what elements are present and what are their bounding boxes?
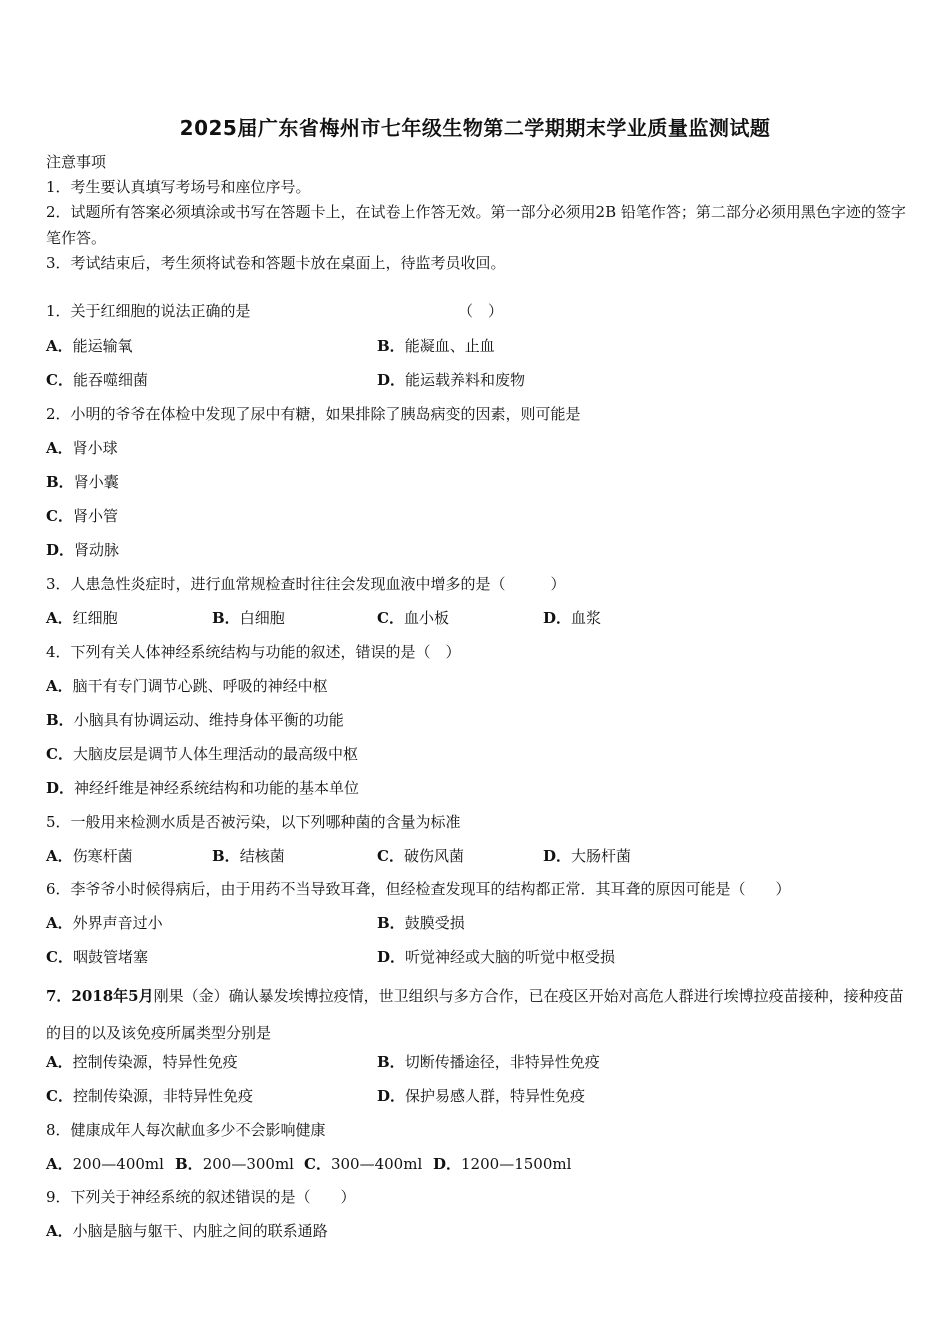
notice-item: 3．考试结束后，考生须将试卷和答题卡放在桌面上，待监考员收回。	[46, 254, 506, 272]
option-b: B．小脑具有协调运动、维持身体平衡的功能	[46, 711, 344, 729]
question-stem: 8．健康成年人每次献血多少不会影响健康	[46, 1121, 326, 1139]
question-stem: 4．下列有关人体神经系统结构与功能的叙述，错误的是（ ）	[46, 643, 461, 661]
option-a: A．能运输氧	[46, 337, 133, 355]
option-d: D．听觉神经或大脑的听觉中枢受损	[377, 948, 616, 966]
question-stem: 5．一般用来检测水质是否被污染，以下列哪种菌的含量为标准	[46, 813, 461, 831]
option-d: D．肾动脉	[46, 541, 120, 559]
option-a: A．小脑是脑与躯干、内脏之间的联系通路	[46, 1222, 328, 1240]
notice-item: 1．考生要认真填写考场号和座位序号。	[46, 178, 311, 196]
option-a: A．外界声音过小	[46, 914, 163, 932]
option-c: C．血小板	[377, 609, 449, 627]
option-b: B．鼓膜受损	[377, 914, 465, 932]
option-c: C．大脑皮层是调节人体生理活动的最高级中枢	[46, 745, 358, 763]
option-d: D．神经纤维是神经系统结构和功能的基本单位	[46, 779, 360, 797]
option-b: B．能凝血、止血	[377, 337, 495, 355]
option-b: B．肾小囊	[46, 473, 119, 491]
option-a: A．脑干有专门调节心跳、呼吸的神经中枢	[46, 677, 328, 695]
option-c: C．咽鼓管堵塞	[46, 948, 148, 966]
option-d: D．保护易感人群，特异性免疫	[377, 1087, 586, 1105]
option-a: A．200—400ml	[46, 1155, 164, 1173]
option-d: D．1200—1500ml	[433, 1155, 572, 1173]
option-a: A．伤寒杆菌	[46, 847, 133, 865]
option-b: B．200—300ml	[175, 1155, 294, 1173]
option-c: C．破伤风菌	[377, 847, 464, 865]
answer-paren: （ ）	[458, 302, 504, 320]
option-c: C．控制传染源，非特异性免疫	[46, 1087, 253, 1105]
question-stem: 1．关于红细胞的说法正确的是	[46, 302, 251, 320]
notice-heading: 注意事项	[46, 153, 107, 171]
notice-item: 2．试题所有答案必须填涂或书写在答题卡上，在试卷上作答无效。第一部分必须用2B 铅笔作答；第二部分必须用黑色字迹的签字笔作答。	[46, 203, 906, 247]
option-a: A．红细胞	[46, 609, 118, 627]
option-c: C．肾小管	[46, 507, 118, 525]
question-stem: 9．下列关于神经系统的叙述错误的是（ ）	[46, 1188, 356, 1206]
question-stem: 2．小明的爷爷在体检中发现了尿中有糖，如果排除了胰岛病变的因素，则可能是	[46, 405, 581, 423]
question-stem: 6．李爷爷小时候得病后，由于用药不当导致耳聋，但经检查发现耳的结构都正常．其耳聋的原因可能是（ ）	[46, 880, 791, 898]
option-b: B．白细胞	[212, 609, 285, 627]
option-d: D．血浆	[543, 609, 602, 627]
option-a: A．肾小球	[46, 439, 118, 457]
option-d: D．能运载养料和废物	[377, 371, 526, 389]
option-b: B．切断传播途径，非特异性免疫	[377, 1053, 600, 1071]
question-stem: 7．2018年5月刚果（金）确认暴发埃博拉疫情，世卫组织与多方合作，已在疫区开始对高危人群进行埃博拉疫苗接种，接种疫苗的目的以及该免疫所属类型分别是	[46, 987, 904, 1042]
question-stem: 3．人患急性炎症时，进行血常规检查时往往会发现血液中增多的是（ ）	[46, 575, 566, 593]
option-a: A．控制传染源，特异性免疫	[46, 1053, 238, 1071]
page-title: 2025届广东省梅州市七年级生物第二学期期末学业质量监测试题	[179, 116, 771, 140]
option-b: B．结核菌	[212, 847, 285, 865]
option-c: C．300—400ml	[304, 1155, 423, 1173]
option-c: C．能吞噬细菌	[46, 371, 148, 389]
option-d: D．大肠杆菌	[543, 847, 632, 865]
